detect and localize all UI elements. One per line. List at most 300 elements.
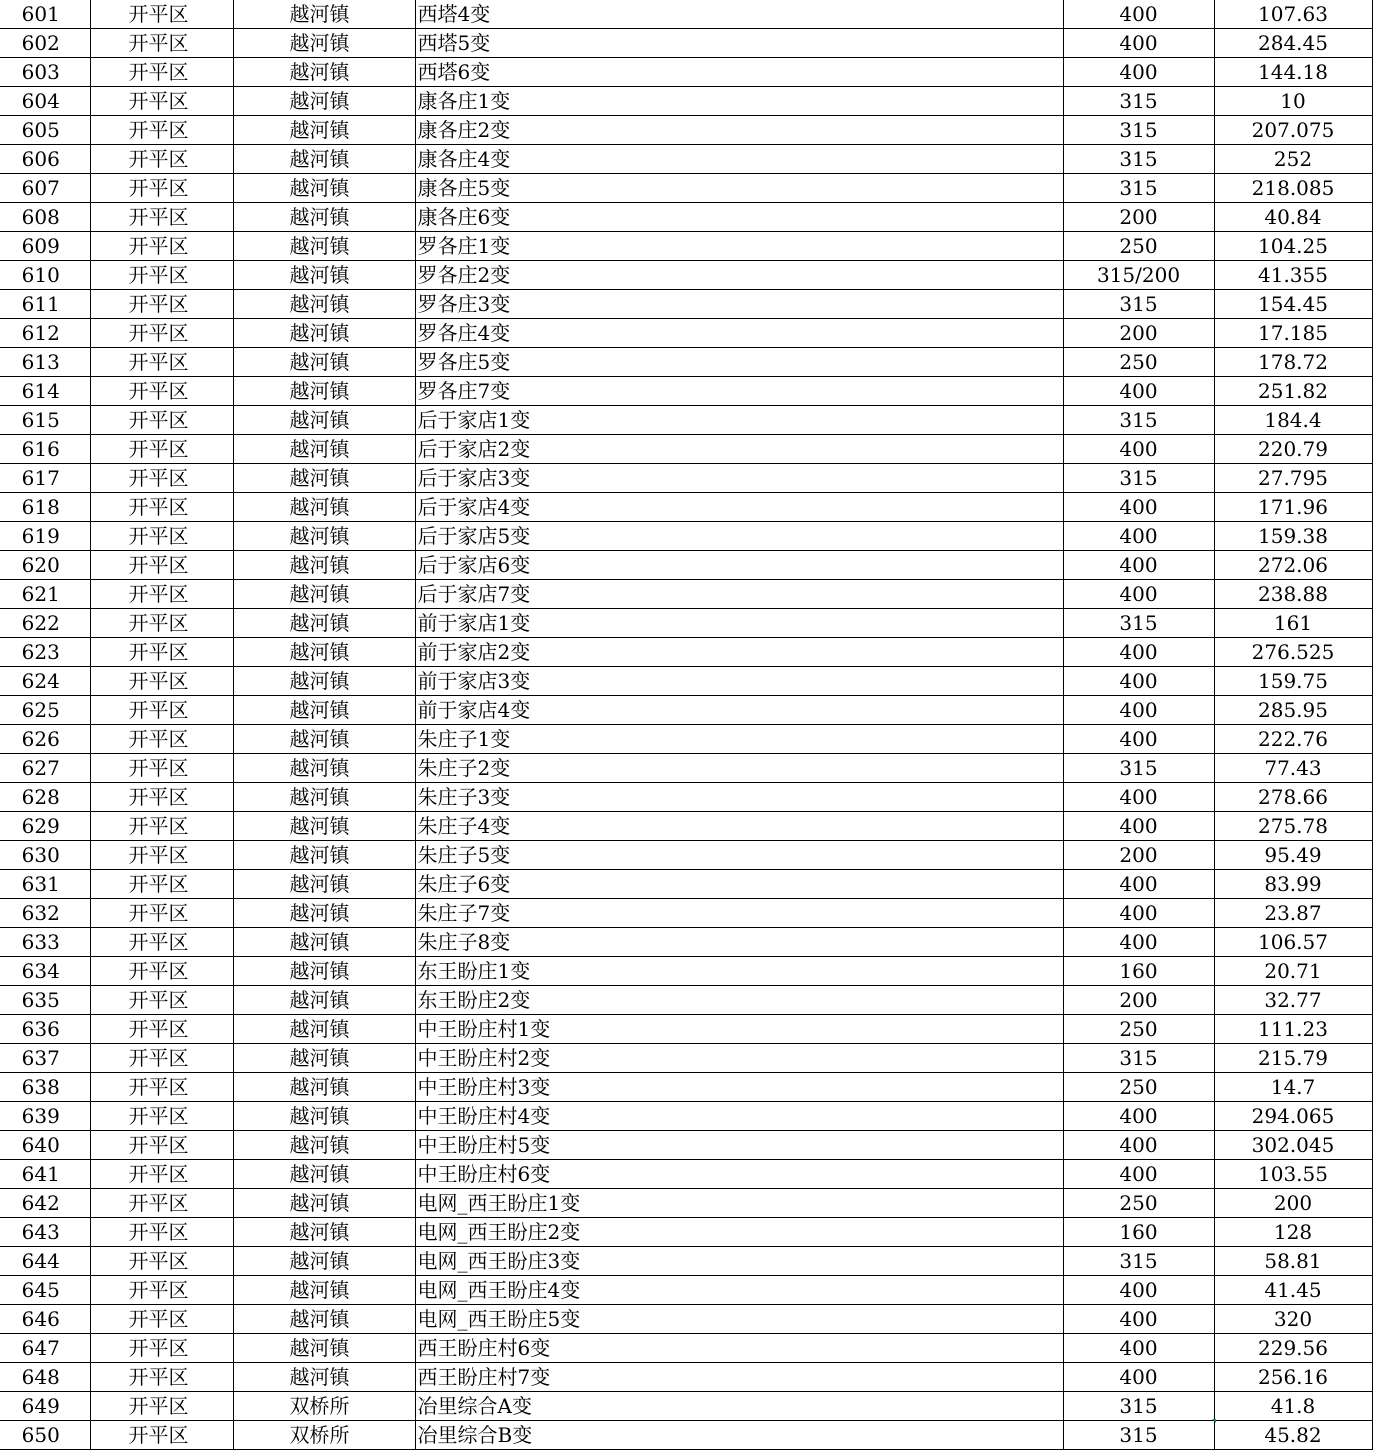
- cell-load[interactable]: 144.18: [1214, 58, 1372, 87]
- cell-district[interactable]: 开平区: [90, 261, 233, 290]
- cell-town[interactable]: 越河镇: [233, 957, 415, 986]
- cell-number[interactable]: 602: [0, 29, 90, 58]
- cell-district[interactable]: 开平区: [90, 580, 233, 609]
- cell-district[interactable]: 开平区: [90, 87, 233, 116]
- cell-district[interactable]: 开平区: [90, 290, 233, 319]
- cell-transformer-name[interactable]: 后于家店2变: [415, 435, 1063, 464]
- cell-load[interactable]: 275.78: [1214, 812, 1372, 841]
- cell-town[interactable]: 越河镇: [233, 522, 415, 551]
- cell-transformer-name[interactable]: 康各庄6变: [415, 203, 1063, 232]
- cell-district[interactable]: 开平区: [90, 1015, 233, 1044]
- cell-town[interactable]: 越河镇: [233, 986, 415, 1015]
- cell-district[interactable]: 开平区: [90, 522, 233, 551]
- cell-number[interactable]: 615: [0, 406, 90, 435]
- cell-district[interactable]: 开平区: [90, 116, 233, 145]
- cell-transformer-name[interactable]: 东王盼庄1变: [415, 957, 1063, 986]
- cell-town[interactable]: 越河镇: [233, 696, 415, 725]
- cell-number[interactable]: 606: [0, 145, 90, 174]
- cell-number[interactable]: 625: [0, 696, 90, 725]
- cell-transformer-name[interactable]: 前于家店1变: [415, 609, 1063, 638]
- cell-capacity[interactable]: 400: [1063, 928, 1214, 957]
- cell-load[interactable]: 184.4: [1214, 406, 1372, 435]
- cell-capacity[interactable]: 315: [1063, 290, 1214, 319]
- cell-town[interactable]: 越河镇: [233, 116, 415, 145]
- cell-load[interactable]: 302.045: [1214, 1131, 1372, 1160]
- cell-number[interactable]: 624: [0, 667, 90, 696]
- cell-transformer-name[interactable]: 后于家店6变: [415, 551, 1063, 580]
- cell-load[interactable]: 159.75: [1214, 667, 1372, 696]
- cell-load[interactable]: 23.87: [1214, 899, 1372, 928]
- cell-district[interactable]: 开平区: [90, 377, 233, 406]
- cell-town[interactable]: 越河镇: [233, 0, 415, 29]
- cell-transformer-name[interactable]: 前于家店2变: [415, 638, 1063, 667]
- cell-district[interactable]: 开平区: [90, 232, 233, 261]
- cell-capacity[interactable]: 315: [1063, 174, 1214, 203]
- cell-transformer-name[interactable]: 冶里综合A变: [415, 1392, 1063, 1421]
- cell-number[interactable]: 601: [0, 0, 90, 29]
- cell-load[interactable]: 45.82: [1214, 1421, 1372, 1450]
- cell-town[interactable]: 越河镇: [233, 899, 415, 928]
- cell-number[interactable]: 618: [0, 493, 90, 522]
- cell-capacity[interactable]: 400: [1063, 493, 1214, 522]
- cell-transformer-name[interactable]: 西王盼庄村6变: [415, 1334, 1063, 1363]
- cell-load[interactable]: 178.72: [1214, 348, 1372, 377]
- cell-transformer-name[interactable]: 电网_西王盼庄1变: [415, 1189, 1063, 1218]
- cell-transformer-name[interactable]: 罗各庄3变: [415, 290, 1063, 319]
- cell-load[interactable]: 14.7: [1214, 1073, 1372, 1102]
- cell-load[interactable]: 40.84: [1214, 203, 1372, 232]
- cell-load[interactable]: 200: [1214, 1189, 1372, 1218]
- cell-load[interactable]: 32.77: [1214, 986, 1372, 1015]
- cell-load[interactable]: 95.49: [1214, 841, 1372, 870]
- cell-number[interactable]: 610: [0, 261, 90, 290]
- cell-town[interactable]: 越河镇: [233, 87, 415, 116]
- cell-transformer-name[interactable]: 朱庄子6变: [415, 870, 1063, 899]
- cell-district[interactable]: 开平区: [90, 1305, 233, 1334]
- cell-capacity[interactable]: 400: [1063, 1305, 1214, 1334]
- cell-transformer-name[interactable]: 朱庄子1变: [415, 725, 1063, 754]
- cell-number[interactable]: 638: [0, 1073, 90, 1102]
- cell-transformer-name[interactable]: 朱庄子7变: [415, 899, 1063, 928]
- cell-capacity[interactable]: 315: [1063, 1247, 1214, 1276]
- cell-district[interactable]: 开平区: [90, 435, 233, 464]
- cell-district[interactable]: 开平区: [90, 493, 233, 522]
- cell-number[interactable]: 617: [0, 464, 90, 493]
- cell-transformer-name[interactable]: 中王盼庄村3变: [415, 1073, 1063, 1102]
- cell-capacity[interactable]: 160: [1063, 957, 1214, 986]
- cell-capacity[interactable]: 315: [1063, 1044, 1214, 1073]
- cell-number[interactable]: 612: [0, 319, 90, 348]
- cell-number[interactable]: 603: [0, 58, 90, 87]
- cell-load[interactable]: 171.96: [1214, 493, 1372, 522]
- cell-number[interactable]: 629: [0, 812, 90, 841]
- cell-load[interactable]: 238.88: [1214, 580, 1372, 609]
- cell-load[interactable]: 77.43: [1214, 754, 1372, 783]
- cell-district[interactable]: 开平区: [90, 928, 233, 957]
- cell-capacity[interactable]: 315: [1063, 609, 1214, 638]
- cell-town[interactable]: 越河镇: [233, 609, 415, 638]
- cell-district[interactable]: 开平区: [90, 870, 233, 899]
- cell-load[interactable]: 154.45: [1214, 290, 1372, 319]
- cell-town[interactable]: 越河镇: [233, 1218, 415, 1247]
- cell-district[interactable]: 开平区: [90, 986, 233, 1015]
- cell-number[interactable]: 650: [0, 1421, 90, 1450]
- cell-load[interactable]: 103.55: [1214, 1160, 1372, 1189]
- cell-town[interactable]: 越河镇: [233, 1189, 415, 1218]
- cell-transformer-name[interactable]: 西王盼庄村7变: [415, 1363, 1063, 1392]
- cell-transformer-name[interactable]: 康各庄1变: [415, 87, 1063, 116]
- cell-district[interactable]: 开平区: [90, 1421, 233, 1450]
- cell-capacity[interactable]: 200: [1063, 319, 1214, 348]
- cell-district[interactable]: 开平区: [90, 957, 233, 986]
- cell-capacity[interactable]: 400: [1063, 377, 1214, 406]
- cell-load[interactable]: 272.06: [1214, 551, 1372, 580]
- cell-number[interactable]: 622: [0, 609, 90, 638]
- cell-town[interactable]: 越河镇: [233, 174, 415, 203]
- cell-capacity[interactable]: 315: [1063, 464, 1214, 493]
- cell-load[interactable]: 276.525: [1214, 638, 1372, 667]
- cell-district[interactable]: 开平区: [90, 29, 233, 58]
- cell-district[interactable]: 开平区: [90, 0, 233, 29]
- cell-town[interactable]: 越河镇: [233, 406, 415, 435]
- cell-capacity[interactable]: 400: [1063, 29, 1214, 58]
- cell-transformer-name[interactable]: 后于家店1变: [415, 406, 1063, 435]
- cell-transformer-name[interactable]: 中王盼庄村5变: [415, 1131, 1063, 1160]
- cell-transformer-name[interactable]: 朱庄子2变: [415, 754, 1063, 783]
- cell-town[interactable]: 越河镇: [233, 290, 415, 319]
- cell-number[interactable]: 620: [0, 551, 90, 580]
- cell-transformer-name[interactable]: 中王盼庄村4变: [415, 1102, 1063, 1131]
- cell-transformer-name[interactable]: 康各庄2变: [415, 116, 1063, 145]
- cell-capacity[interactable]: 400: [1063, 1276, 1214, 1305]
- cell-capacity[interactable]: 315: [1063, 145, 1214, 174]
- cell-transformer-name[interactable]: 朱庄子3变: [415, 783, 1063, 812]
- cell-transformer-name[interactable]: 前于家店4变: [415, 696, 1063, 725]
- cell-town[interactable]: 越河镇: [233, 1305, 415, 1334]
- cell-load[interactable]: 284.45: [1214, 29, 1372, 58]
- cell-number[interactable]: 613: [0, 348, 90, 377]
- cell-town[interactable]: 越河镇: [233, 841, 415, 870]
- cell-capacity[interactable]: 315: [1063, 87, 1214, 116]
- cell-capacity[interactable]: 400: [1063, 725, 1214, 754]
- cell-number[interactable]: 628: [0, 783, 90, 812]
- cell-town[interactable]: 越河镇: [233, 261, 415, 290]
- cell-town[interactable]: 越河镇: [233, 638, 415, 667]
- cell-district[interactable]: 开平区: [90, 609, 233, 638]
- cell-town[interactable]: 越河镇: [233, 1131, 415, 1160]
- cell-capacity[interactable]: 200: [1063, 986, 1214, 1015]
- cell-capacity[interactable]: 400: [1063, 1363, 1214, 1392]
- cell-capacity[interactable]: 315: [1063, 406, 1214, 435]
- cell-number[interactable]: 648: [0, 1363, 90, 1392]
- cell-district[interactable]: 开平区: [90, 348, 233, 377]
- cell-load[interactable]: 251.82: [1214, 377, 1372, 406]
- cell-capacity[interactable]: 400: [1063, 870, 1214, 899]
- cell-transformer-name[interactable]: 罗各庄4变: [415, 319, 1063, 348]
- cell-load[interactable]: 128: [1214, 1218, 1372, 1247]
- cell-load[interactable]: 41.355: [1214, 261, 1372, 290]
- cell-number[interactable]: 611: [0, 290, 90, 319]
- cell-number[interactable]: 632: [0, 899, 90, 928]
- cell-load[interactable]: 252: [1214, 145, 1372, 174]
- cell-number[interactable]: 644: [0, 1247, 90, 1276]
- cell-transformer-name[interactable]: 后于家店4变: [415, 493, 1063, 522]
- cell-district[interactable]: 开平区: [90, 1392, 233, 1421]
- cell-transformer-name[interactable]: 后于家店7变: [415, 580, 1063, 609]
- cell-district[interactable]: 开平区: [90, 406, 233, 435]
- cell-number[interactable]: 643: [0, 1218, 90, 1247]
- cell-load[interactable]: 294.065: [1214, 1102, 1372, 1131]
- cell-transformer-name[interactable]: 康各庄4变: [415, 145, 1063, 174]
- cell-transformer-name[interactable]: 电网_西王盼庄2变: [415, 1218, 1063, 1247]
- cell-district[interactable]: 开平区: [90, 1189, 233, 1218]
- cell-town[interactable]: 越河镇: [233, 464, 415, 493]
- cell-number[interactable]: 642: [0, 1189, 90, 1218]
- cell-town[interactable]: 越河镇: [233, 928, 415, 957]
- cell-capacity[interactable]: 315: [1063, 1392, 1214, 1421]
- cell-load[interactable]: 27.795: [1214, 464, 1372, 493]
- cell-number[interactable]: 633: [0, 928, 90, 957]
- cell-load[interactable]: 320: [1214, 1305, 1372, 1334]
- cell-load[interactable]: 17.185: [1214, 319, 1372, 348]
- cell-town[interactable]: 越河镇: [233, 377, 415, 406]
- cell-load[interactable]: 285.95: [1214, 696, 1372, 725]
- cell-number[interactable]: 636: [0, 1015, 90, 1044]
- cell-town[interactable]: 越河镇: [233, 667, 415, 696]
- cell-number[interactable]: 621: [0, 580, 90, 609]
- cell-number[interactable]: 634: [0, 957, 90, 986]
- cell-load[interactable]: 20.71: [1214, 957, 1372, 986]
- cell-district[interactable]: 开平区: [90, 899, 233, 928]
- cell-district[interactable]: 开平区: [90, 667, 233, 696]
- cell-district[interactable]: 开平区: [90, 464, 233, 493]
- cell-capacity[interactable]: 400: [1063, 551, 1214, 580]
- cell-capacity[interactable]: 400: [1063, 0, 1214, 29]
- cell-load[interactable]: 256.16: [1214, 1363, 1372, 1392]
- cell-town[interactable]: 越河镇: [233, 580, 415, 609]
- cell-town[interactable]: 越河镇: [233, 1044, 415, 1073]
- cell-capacity[interactable]: 400: [1063, 696, 1214, 725]
- cell-number[interactable]: 640: [0, 1131, 90, 1160]
- cell-town[interactable]: 双桥所: [233, 1421, 415, 1450]
- cell-load[interactable]: 278.66: [1214, 783, 1372, 812]
- cell-district[interactable]: 开平区: [90, 638, 233, 667]
- cell-capacity[interactable]: 315: [1063, 754, 1214, 783]
- cell-transformer-name[interactable]: 罗各庄2变: [415, 261, 1063, 290]
- cell-town[interactable]: 越河镇: [233, 1073, 415, 1102]
- cell-town[interactable]: 越河镇: [233, 754, 415, 783]
- cell-load[interactable]: 207.075: [1214, 116, 1372, 145]
- cell-transformer-name[interactable]: 前于家店3变: [415, 667, 1063, 696]
- cell-district[interactable]: 开平区: [90, 1044, 233, 1073]
- cell-capacity[interactable]: 400: [1063, 812, 1214, 841]
- cell-transformer-name[interactable]: 罗各庄5变: [415, 348, 1063, 377]
- cell-number[interactable]: 627: [0, 754, 90, 783]
- cell-district[interactable]: 开平区: [90, 319, 233, 348]
- cell-transformer-name[interactable]: 电网_西王盼庄3变: [415, 1247, 1063, 1276]
- cell-town[interactable]: 越河镇: [233, 58, 415, 87]
- cell-capacity[interactable]: 200: [1063, 841, 1214, 870]
- cell-district[interactable]: 开平区: [90, 1160, 233, 1189]
- cell-capacity[interactable]: 400: [1063, 435, 1214, 464]
- cell-district[interactable]: 开平区: [90, 812, 233, 841]
- cell-capacity[interactable]: 400: [1063, 1334, 1214, 1363]
- cell-town[interactable]: 越河镇: [233, 551, 415, 580]
- cell-load[interactable]: 106.57: [1214, 928, 1372, 957]
- cell-transformer-name[interactable]: 朱庄子4变: [415, 812, 1063, 841]
- cell-town[interactable]: 双桥所: [233, 1392, 415, 1421]
- cell-load[interactable]: 58.81: [1214, 1247, 1372, 1276]
- cell-district[interactable]: 开平区: [90, 1247, 233, 1276]
- cell-town[interactable]: 越河镇: [233, 319, 415, 348]
- cell-number[interactable]: 639: [0, 1102, 90, 1131]
- cell-capacity[interactable]: 200: [1063, 203, 1214, 232]
- cell-transformer-name[interactable]: 中王盼庄村6变: [415, 1160, 1063, 1189]
- cell-capacity[interactable]: 400: [1063, 1131, 1214, 1160]
- cell-number[interactable]: 607: [0, 174, 90, 203]
- cell-load[interactable]: 215.79: [1214, 1044, 1372, 1073]
- cell-district[interactable]: 开平区: [90, 551, 233, 580]
- cell-district[interactable]: 开平区: [90, 841, 233, 870]
- cell-load[interactable]: 104.25: [1214, 232, 1372, 261]
- cell-number[interactable]: 630: [0, 841, 90, 870]
- cell-transformer-name[interactable]: 后于家店3变: [415, 464, 1063, 493]
- cell-town[interactable]: 越河镇: [233, 435, 415, 464]
- cell-load[interactable]: 111.23: [1214, 1015, 1372, 1044]
- cell-district[interactable]: 开平区: [90, 1073, 233, 1102]
- cell-town[interactable]: 越河镇: [233, 29, 415, 58]
- cell-number[interactable]: 641: [0, 1160, 90, 1189]
- cell-capacity[interactable]: 250: [1063, 1073, 1214, 1102]
- cell-district[interactable]: 开平区: [90, 174, 233, 203]
- cell-district[interactable]: 开平区: [90, 58, 233, 87]
- cell-town[interactable]: 越河镇: [233, 348, 415, 377]
- cell-town[interactable]: 越河镇: [233, 145, 415, 174]
- cell-capacity[interactable]: 315: [1063, 116, 1214, 145]
- cell-transformer-name[interactable]: 朱庄子8变: [415, 928, 1063, 957]
- cell-town[interactable]: 越河镇: [233, 493, 415, 522]
- cell-number[interactable]: 631: [0, 870, 90, 899]
- cell-transformer-name[interactable]: 中王盼庄村2变: [415, 1044, 1063, 1073]
- cell-transformer-name[interactable]: 西塔4变: [415, 0, 1063, 29]
- cell-district[interactable]: 开平区: [90, 783, 233, 812]
- cell-town[interactable]: 越河镇: [233, 1160, 415, 1189]
- cell-district[interactable]: 开平区: [90, 203, 233, 232]
- cell-capacity[interactable]: 400: [1063, 58, 1214, 87]
- cell-transformer-name[interactable]: 中王盼庄村1变: [415, 1015, 1063, 1044]
- cell-district[interactable]: 开平区: [90, 1276, 233, 1305]
- cell-load[interactable]: 218.085: [1214, 174, 1372, 203]
- cell-number[interactable]: 605: [0, 116, 90, 145]
- cell-town[interactable]: 越河镇: [233, 1102, 415, 1131]
- cell-capacity[interactable]: 250: [1063, 232, 1214, 261]
- cell-town[interactable]: 越河镇: [233, 1276, 415, 1305]
- cell-transformer-name[interactable]: 罗各庄7变: [415, 377, 1063, 406]
- cell-district[interactable]: 开平区: [90, 725, 233, 754]
- cell-number[interactable]: 635: [0, 986, 90, 1015]
- cell-district[interactable]: 开平区: [90, 145, 233, 174]
- cell-number[interactable]: 647: [0, 1334, 90, 1363]
- cell-capacity[interactable]: 400: [1063, 1160, 1214, 1189]
- cell-transformer-name[interactable]: 朱庄子5变: [415, 841, 1063, 870]
- cell-capacity[interactable]: 160: [1063, 1218, 1214, 1247]
- cell-district[interactable]: 开平区: [90, 1102, 233, 1131]
- cell-transformer-name[interactable]: 康各庄5变: [415, 174, 1063, 203]
- cell-capacity[interactable]: 315/200: [1063, 261, 1214, 290]
- cell-load[interactable]: 10: [1214, 87, 1372, 116]
- cell-district[interactable]: 开平区: [90, 1131, 233, 1160]
- cell-transformer-name[interactable]: 罗各庄1变: [415, 232, 1063, 261]
- cell-town[interactable]: 越河镇: [233, 1363, 415, 1392]
- cell-capacity[interactable]: 250: [1063, 348, 1214, 377]
- cell-district[interactable]: 开平区: [90, 754, 233, 783]
- cell-load[interactable]: 41.8: [1214, 1392, 1372, 1421]
- cell-load[interactable]: 229.56: [1214, 1334, 1372, 1363]
- cell-town[interactable]: 越河镇: [233, 725, 415, 754]
- cell-town[interactable]: 越河镇: [233, 1015, 415, 1044]
- cell-district[interactable]: 开平区: [90, 696, 233, 725]
- cell-number[interactable]: 637: [0, 1044, 90, 1073]
- cell-load[interactable]: 222.76: [1214, 725, 1372, 754]
- cell-number[interactable]: 646: [0, 1305, 90, 1334]
- cell-capacity[interactable]: 400: [1063, 638, 1214, 667]
- cell-district[interactable]: 开平区: [90, 1334, 233, 1363]
- cell-number[interactable]: 626: [0, 725, 90, 754]
- cell-transformer-name[interactable]: 冶里综合B变: [415, 1421, 1063, 1450]
- cell-transformer-name[interactable]: 西塔6变: [415, 58, 1063, 87]
- cell-district[interactable]: 开平区: [90, 1218, 233, 1247]
- cell-town[interactable]: 越河镇: [233, 783, 415, 812]
- cell-transformer-name[interactable]: 电网_西王盼庄5变: [415, 1305, 1063, 1334]
- cell-capacity[interactable]: 250: [1063, 1015, 1214, 1044]
- cell-number[interactable]: 616: [0, 435, 90, 464]
- cell-number[interactable]: 619: [0, 522, 90, 551]
- cell-load[interactable]: 41.45: [1214, 1276, 1372, 1305]
- cell-capacity[interactable]: 315: [1063, 1421, 1214, 1450]
- cell-number[interactable]: 604: [0, 87, 90, 116]
- cell-town[interactable]: 越河镇: [233, 1334, 415, 1363]
- cell-capacity[interactable]: 400: [1063, 667, 1214, 696]
- cell-capacity[interactable]: 400: [1063, 1102, 1214, 1131]
- cell-capacity[interactable]: 400: [1063, 899, 1214, 928]
- cell-capacity[interactable]: 250: [1063, 1189, 1214, 1218]
- cell-load[interactable]: 159.38: [1214, 522, 1372, 551]
- cell-load[interactable]: 161: [1214, 609, 1372, 638]
- cell-number[interactable]: 609: [0, 232, 90, 261]
- cell-number[interactable]: 614: [0, 377, 90, 406]
- cell-town[interactable]: 越河镇: [233, 203, 415, 232]
- cell-transformer-name[interactable]: 西塔5变: [415, 29, 1063, 58]
- cell-load[interactable]: 220.79: [1214, 435, 1372, 464]
- cell-load[interactable]: 107.63: [1214, 0, 1372, 29]
- cell-district[interactable]: 开平区: [90, 1363, 233, 1392]
- cell-transformer-name[interactable]: 东王盼庄2变: [415, 986, 1063, 1015]
- cell-number[interactable]: 649: [0, 1392, 90, 1421]
- cell-town[interactable]: 越河镇: [233, 1247, 415, 1276]
- cell-number[interactable]: 623: [0, 638, 90, 667]
- cell-capacity[interactable]: 400: [1063, 580, 1214, 609]
- cell-number[interactable]: 608: [0, 203, 90, 232]
- cell-load[interactable]: 83.99: [1214, 870, 1372, 899]
- cell-capacity[interactable]: 400: [1063, 522, 1214, 551]
- cell-capacity[interactable]: 400: [1063, 783, 1214, 812]
- cell-town[interactable]: 越河镇: [233, 870, 415, 899]
- cell-town[interactable]: 越河镇: [233, 232, 415, 261]
- cell-transformer-name[interactable]: 电网_西王盼庄4变: [415, 1276, 1063, 1305]
- cell-number[interactable]: 645: [0, 1276, 90, 1305]
- cell-transformer-name[interactable]: 后于家店5变: [415, 522, 1063, 551]
- cell-town[interactable]: 越河镇: [233, 812, 415, 841]
